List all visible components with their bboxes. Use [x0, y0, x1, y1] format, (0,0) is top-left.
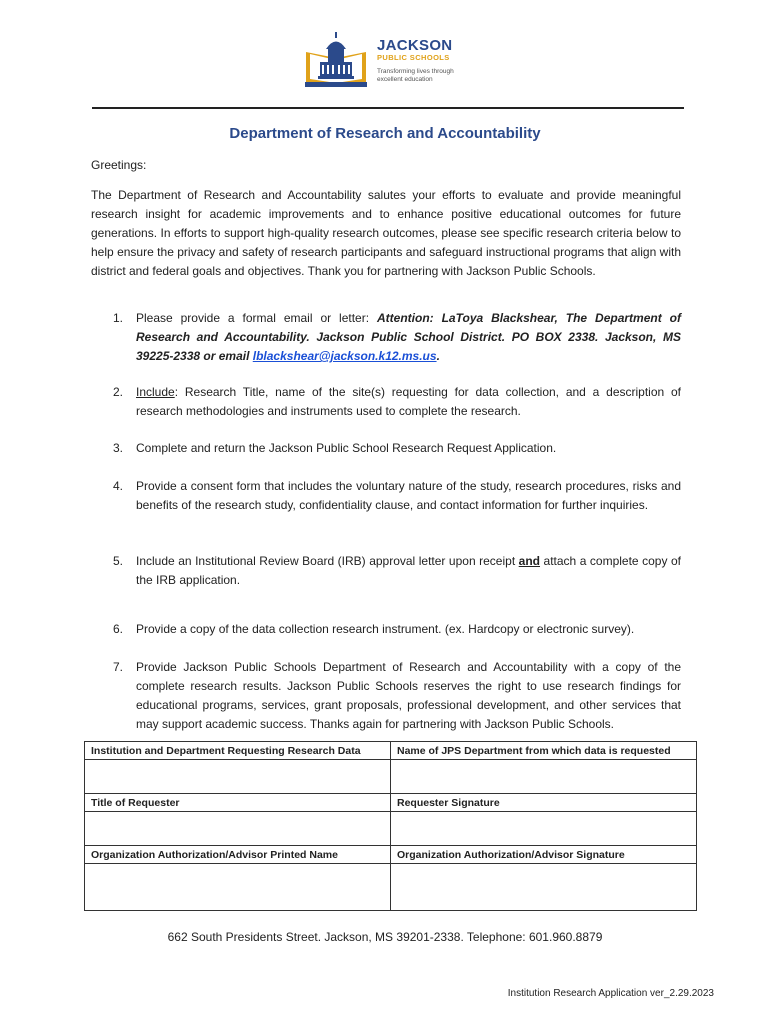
advisor-signature-label: Organization Authorization/Advisor Signature: [391, 846, 697, 864]
jps-department-label: Name of JPS Department from which data is requested: [391, 742, 697, 760]
item-text-plain: : Research Title, name of the site(s) requesting for data collection, and a description of research methodologies and instruments used to complete the research.: [136, 385, 681, 418]
item-number: 3.: [113, 441, 124, 455]
contact-address: Attention: LaToya Blackshear, The Department of Research and Accountability. Jackson Public School District. PO BOX 2338. Jackson, MS 39225-2338 or email: [136, 311, 681, 363]
contact-email-link[interactable]: lblackshear@jackson.k12.ms.us: [252, 349, 437, 363]
item-number: 2.: [113, 385, 124, 399]
advisor-signature-field[interactable]: [391, 864, 697, 911]
item-text: [136, 552, 681, 590]
logo-tagline: Transforming lives through excellent education: [377, 68, 454, 83]
item-number: 1.: [113, 311, 124, 325]
intro-paragraph: The Department of Research and Accountability salutes your efforts to evaluate and provide meaningful research insight for academic improvements and to enhance positive educational outcomes for future generations. In efforts to support high-quality research outcomes, please see specific research criteria below to help ensure the privacy and safety of research participants and safeguard instructional programs that align with district and federal goals and objectives. Thank you for partnering with Jackson Public Schools.: [91, 188, 681, 278]
requester-title-label: Title of Requester: [85, 794, 391, 812]
research-request-form: [84, 741, 697, 911]
item-text: Provide a copy of the data collection research instrument. (ex. Hardcopy or electronic survey).: [136, 622, 635, 636]
requester-signature-label: Requester Signature: [391, 794, 697, 812]
list-item: [113, 309, 681, 366]
institution-department-field[interactable]: [85, 760, 391, 794]
list-item: [113, 439, 681, 458]
header-divider: [92, 107, 684, 109]
capitol-icon: [320, 62, 352, 76]
item-number: 6.: [113, 622, 124, 636]
list-item: [113, 658, 681, 734]
institution-department-label: Institution and Department Requesting Research Data: [85, 742, 391, 760]
page-title: Department of Research and Accountability: [229, 125, 541, 142]
list-item: [113, 383, 681, 421]
item-text: [136, 309, 681, 366]
item-text: Complete and return the Jackson Public School Research Request Application.: [136, 441, 557, 455]
requester-signature-field[interactable]: [391, 812, 697, 846]
greeting: Greetings:: [91, 158, 147, 172]
list-item: [113, 477, 681, 515]
list-item: [113, 620, 681, 639]
advisor-printed-name-field[interactable]: [85, 864, 391, 911]
item-text-emphasis: and: [518, 554, 541, 568]
list-item: [113, 552, 681, 590]
item-text: Provide Jackson Public Schools Department of Research and Accountability with a copy of the complete research results. Jackson Public Schools reserves the right to use research findings for educational programs, services, grant proposals, professional development, and other services that may support academic success. Thanks again for partnering with Jackson Public Schools.: [136, 660, 681, 731]
requester-title-field[interactable]: [85, 812, 391, 846]
item-text-plain: Please provide a formal email or letter:: [136, 311, 378, 325]
item-text-plain: Include an Institutional Review Board (IRB) approval letter upon receipt: [136, 554, 519, 568]
jps-department-field[interactable]: [391, 760, 697, 794]
item-number: 4.: [113, 479, 124, 493]
item-number: 5.: [113, 554, 124, 568]
item-text-end: .: [436, 349, 440, 363]
item-text: [136, 383, 681, 421]
logo-name-line2: PUBLIC SCHOOLS: [377, 53, 450, 62]
item-text-underlined: Include: [136, 385, 175, 399]
document-version: Institution Research Application ver_2.29.2023: [507, 988, 714, 999]
logo-name-line1: JACKSON: [377, 37, 453, 54]
item-text: Provide a consent form that includes the voluntary nature of the study, research procedures, risks and benefits of the research study, confidentiality clause, and contact information for further inquiries.: [136, 479, 681, 512]
advisor-printed-name-label: Organization Authorization/Advisor Printed Name: [85, 846, 391, 864]
item-number: 7.: [113, 660, 124, 674]
district-address: 662 South Presidents Street. Jackson, MS 39201-2338. Telephone: 601.960.8879: [167, 930, 603, 944]
item-text-plain: attach a complete copy of the IRB application.: [136, 554, 681, 587]
